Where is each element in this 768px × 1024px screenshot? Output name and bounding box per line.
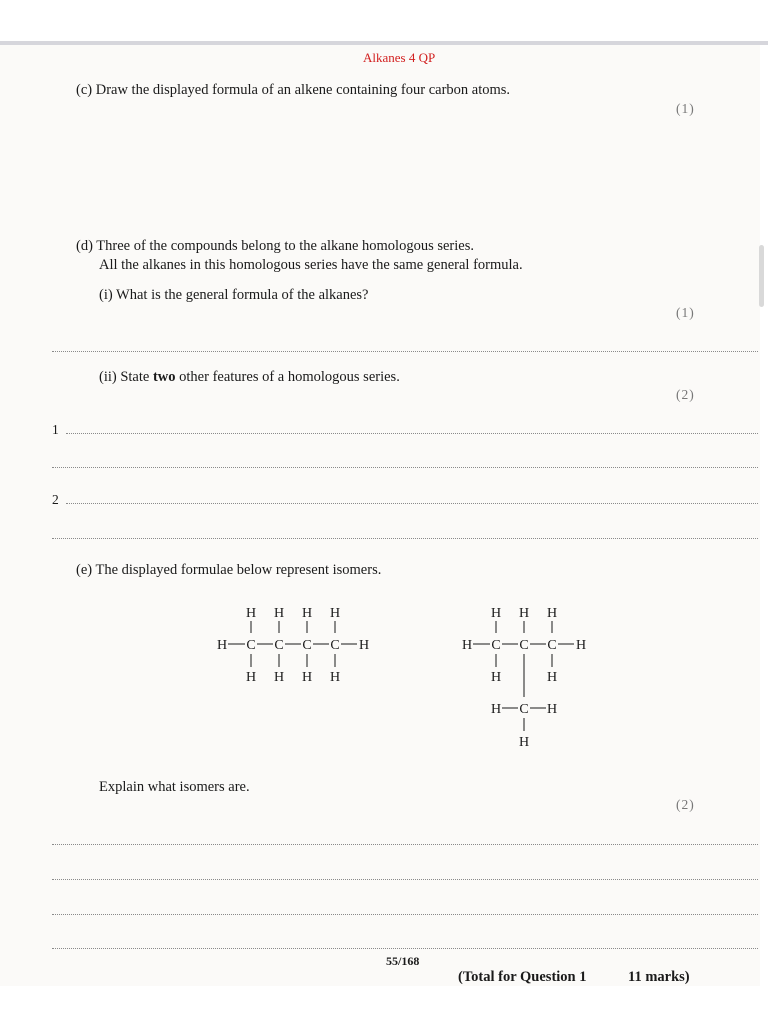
question-e-explain: Explain what isomers are. xyxy=(99,779,250,795)
marks-d-i: (1) xyxy=(676,305,695,320)
atom-c: C xyxy=(274,638,284,653)
atom-c: C xyxy=(302,638,312,653)
marks-d-ii: (2) xyxy=(676,387,695,402)
atom-c: C xyxy=(491,638,501,653)
question-c: (c) Draw the displayed formula of an alkene containing four carbon atoms. xyxy=(76,82,511,98)
answer-line-e-2[interactable] xyxy=(52,879,758,880)
marks-c: (1) xyxy=(676,101,695,116)
question-d-line1: (d) Three of the compounds belong to the alkane homologous series. xyxy=(76,238,474,254)
question-d-i: (i) What is the general formula of the alkanes? xyxy=(99,287,369,303)
scrollbar-thumb[interactable] xyxy=(759,245,764,307)
answer-number-2: 2 xyxy=(52,492,59,507)
atom-h: H xyxy=(301,670,313,685)
butane-displayed-formula xyxy=(210,600,380,690)
atom-h: H xyxy=(273,606,285,621)
total-marks: 11 marks) xyxy=(628,969,690,985)
question-d-line2: All the alkanes in this homologous series have the same general formula. xyxy=(99,257,523,273)
answer-line-e-1[interactable] xyxy=(52,844,758,845)
atom-h: H xyxy=(216,638,228,653)
marks-e: (2) xyxy=(676,797,695,812)
answer-line-e-3[interactable] xyxy=(52,914,758,915)
atom-h: H xyxy=(358,638,370,653)
atom-c: C xyxy=(246,638,256,653)
atom-h: H xyxy=(461,638,473,653)
answer-line-d-ii-2b[interactable] xyxy=(52,538,758,539)
answer-number-1: 1 xyxy=(52,422,59,437)
atom-h: H xyxy=(245,670,257,685)
atom-h: H xyxy=(490,702,502,717)
answer-line-d-ii-1b[interactable] xyxy=(52,467,758,468)
atom-h: H xyxy=(546,702,558,717)
question-e: (e) The displayed formulae below represent isomers. xyxy=(76,562,382,578)
atom-h: H xyxy=(546,606,558,621)
methylpropane-displayed-formula xyxy=(455,600,595,752)
atom-h: H xyxy=(329,670,341,685)
atom-c: C xyxy=(330,638,340,653)
atom-h: H xyxy=(490,670,502,685)
atom-h: H xyxy=(273,670,285,685)
atom-h: H xyxy=(518,606,530,621)
question-d-ii: (ii) State two other features of a homologous series. xyxy=(99,369,400,385)
atom-h: H xyxy=(329,606,341,621)
atom-h: H xyxy=(490,606,502,621)
page-number: 55/168 xyxy=(386,954,420,968)
atom-h: H xyxy=(546,670,558,685)
total-label: (Total for Question 1 xyxy=(458,969,587,985)
atom-h: H xyxy=(575,638,587,653)
answer-line-d-i[interactable] xyxy=(52,351,758,352)
atom-h: H xyxy=(518,735,530,750)
atom-c: C xyxy=(547,638,557,653)
answer-line-d-ii-1[interactable] xyxy=(66,433,758,434)
atom-h: H xyxy=(301,606,313,621)
atom-c: C xyxy=(519,702,529,717)
answer-line-e-4[interactable] xyxy=(52,948,758,949)
atom-c: C xyxy=(519,638,529,653)
document-header: Alkanes 4 QP xyxy=(363,50,436,65)
answer-line-d-ii-2[interactable] xyxy=(66,503,758,504)
atom-h: H xyxy=(245,606,257,621)
